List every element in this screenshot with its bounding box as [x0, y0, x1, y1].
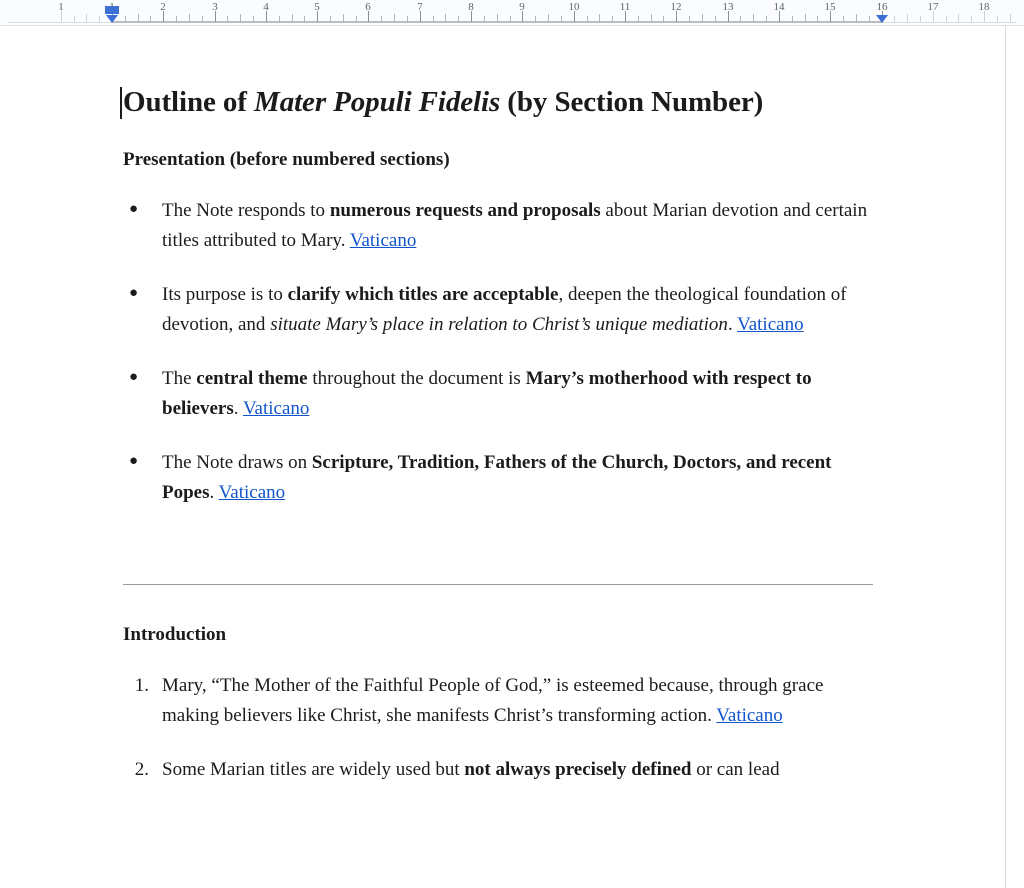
ruler-tick	[343, 14, 344, 22]
bold-run: clarify which titles are acceptable	[287, 284, 559, 306]
title-italic: Mater Populi Fidelis	[254, 86, 501, 118]
ruler-tick	[253, 16, 254, 22]
text-run: .	[233, 398, 243, 420]
vaticano-link[interactable]: Vaticano	[737, 314, 804, 336]
ruler-tick	[240, 14, 241, 22]
ruler-tick	[599, 14, 600, 22]
ruler-number: 4	[263, 1, 269, 13]
ruler-tick	[612, 16, 613, 22]
ruler-tick	[946, 16, 947, 22]
left-indent-marker[interactable]	[106, 15, 118, 23]
ruler-number: 18	[978, 1, 990, 13]
ruler-tick	[74, 16, 75, 22]
ruler-tick	[458, 16, 459, 22]
numbered-list	[123, 671, 875, 785]
ruler-tick	[971, 16, 972, 22]
ruler-tick	[99, 16, 100, 22]
list-item	[123, 448, 875, 508]
ruler-tick	[292, 14, 293, 22]
ruler-number: 2	[160, 1, 166, 13]
text-run: .	[209, 482, 219, 504]
ruler-tick	[702, 14, 703, 22]
ruler-tick	[497, 14, 498, 22]
ruler-tick	[689, 16, 690, 22]
vaticano-link[interactable]: Vaticano	[716, 704, 783, 726]
bold-run: not always precisely defined	[464, 758, 692, 780]
list-item	[123, 364, 875, 424]
ruler-tick	[445, 14, 446, 22]
sections-container	[123, 120, 875, 785]
ruler-tick	[356, 16, 357, 22]
ruler-tick	[407, 16, 408, 22]
ruler-tick	[792, 16, 793, 22]
ruler-tick	[894, 16, 895, 22]
text-run: The Note responds to	[162, 200, 330, 221]
ruler-tick	[189, 14, 190, 22]
ruler-tick	[1010, 14, 1011, 22]
ruler-number: 14	[773, 1, 785, 13]
italic-run: situate Mary’s place in relation to Christ’s unique mediation	[270, 314, 728, 336]
ruler-tick	[227, 16, 228, 22]
section-heading: Presentation (before numbered sections)	[123, 149, 450, 171]
ruler-tick	[510, 16, 511, 22]
ruler-tick	[869, 16, 870, 22]
ruler-tick	[766, 16, 767, 22]
ruler-tick	[907, 14, 908, 22]
ruler-tick	[304, 16, 305, 22]
ruler-tick	[202, 16, 203, 22]
ruler-number: 13	[722, 1, 734, 13]
bold-run: Scripture, Tradition, Fathers of the Church, Doctors, and recent Popes	[162, 452, 832, 504]
document-page[interactable]	[0, 26, 1006, 888]
ruler-left-margin-band	[8, 22, 112, 23]
first-line-indent-marker[interactable]	[105, 6, 119, 14]
section-heading: Introduction	[123, 624, 227, 646]
ruler-tick	[125, 16, 126, 22]
ruler-number: 17	[927, 1, 939, 13]
ruler-tick	[279, 16, 280, 22]
document-ruler[interactable]	[0, 0, 1024, 26]
ruler-number: 6	[365, 1, 371, 13]
ruler-tick	[651, 14, 652, 22]
title-prefix: Outline of	[123, 86, 255, 118]
horizontal-rule	[123, 584, 873, 585]
list-bullet-icon: ●	[129, 369, 139, 386]
ruler-number: 15	[824, 1, 836, 13]
list-number-marker: 2.	[134, 758, 149, 780]
text-run: The	[162, 368, 197, 390]
ruler-tick	[805, 14, 806, 22]
list-item	[123, 755, 875, 785]
ruler-tick	[856, 14, 857, 22]
ruler-tick	[484, 16, 485, 22]
ruler-tick	[394, 14, 395, 22]
ruler-number: 8	[468, 1, 474, 13]
ruler-tick	[138, 14, 139, 22]
text-run: Some Marian titles are widely used but	[162, 758, 465, 780]
ruler-tick	[843, 16, 844, 22]
list-bullet-icon: ●	[129, 453, 139, 470]
text-run: Its purpose is to	[162, 284, 288, 306]
text-run: .	[727, 314, 738, 336]
text-cursor	[120, 87, 122, 119]
text-run: , deepen the theological foundation of devotion, and	[162, 284, 847, 336]
ruler-tick	[663, 16, 664, 22]
bold-run: central theme	[196, 368, 308, 390]
text-run: about Marian devotion and certain titles attributed to Mary.	[162, 200, 868, 252]
vaticano-link[interactable]: Vaticano	[349, 230, 417, 252]
bold-run: numerous requests and proposals	[329, 200, 601, 221]
ruler-tick	[535, 16, 536, 22]
ruler-number: 11	[619, 1, 631, 13]
ruler-right-margin-band	[882, 22, 1017, 23]
ruler-tick	[740, 16, 741, 22]
ruler-tick	[330, 16, 331, 22]
ruler-tick	[176, 16, 177, 22]
ruler-tick	[381, 16, 382, 22]
ruler-tick	[753, 14, 754, 22]
list-item	[123, 280, 875, 340]
ruler-tick	[587, 16, 588, 22]
page-title	[123, 26, 875, 120]
vaticano-link[interactable]: Vaticano	[218, 482, 286, 504]
title-suffix: (by Section Number)	[500, 86, 764, 118]
list-item	[123, 671, 875, 731]
vaticano-link[interactable]: Vaticano	[242, 398, 310, 420]
document-body[interactable]	[123, 26, 875, 785]
ruler-tick	[548, 14, 549, 22]
ruler-tick	[817, 16, 818, 22]
ruler-track[interactable]	[0, 0, 1024, 25]
list-item	[123, 196, 875, 256]
bulleted-list	[123, 196, 875, 508]
list-bullet-icon: ●	[129, 201, 139, 217]
ruler-number: 3	[212, 1, 218, 13]
ruler-tick	[715, 16, 716, 22]
ruler-number: 10	[568, 1, 580, 13]
ruler-number: 1	[58, 1, 64, 13]
section-divider-wrap	[123, 508, 875, 585]
ruler-number: 7	[417, 1, 423, 13]
ruler-number: 16	[876, 1, 888, 13]
list-bullet-icon: ●	[129, 285, 139, 302]
ruler-tick	[920, 16, 921, 22]
ruler-tick	[958, 14, 959, 22]
ruler-number: 9	[519, 1, 525, 13]
bold-run: Mary’s motherhood with respect to believers	[162, 368, 812, 420]
text-run: throughout the document is	[307, 368, 526, 390]
ruler-number: 5	[314, 1, 320, 13]
ruler-tick	[86, 14, 87, 22]
ruler-tick	[997, 16, 998, 22]
text-run: Mary, “The Mother of the Faithful People of God,” is esteemed because, through grace making believers like Christ, she manifests Christ’s transforming action.	[162, 674, 824, 726]
ruler-tick	[433, 16, 434, 22]
text-run: The Note draws on	[162, 452, 312, 474]
ruler-tick	[561, 16, 562, 22]
list-number-marker: 1.	[134, 674, 149, 696]
ruler-number: 12	[670, 1, 682, 13]
ruler-tick	[638, 16, 639, 22]
text-run: or can lead	[691, 758, 780, 780]
right-indent-marker[interactable]	[876, 15, 888, 23]
ruler-tick	[150, 16, 151, 22]
